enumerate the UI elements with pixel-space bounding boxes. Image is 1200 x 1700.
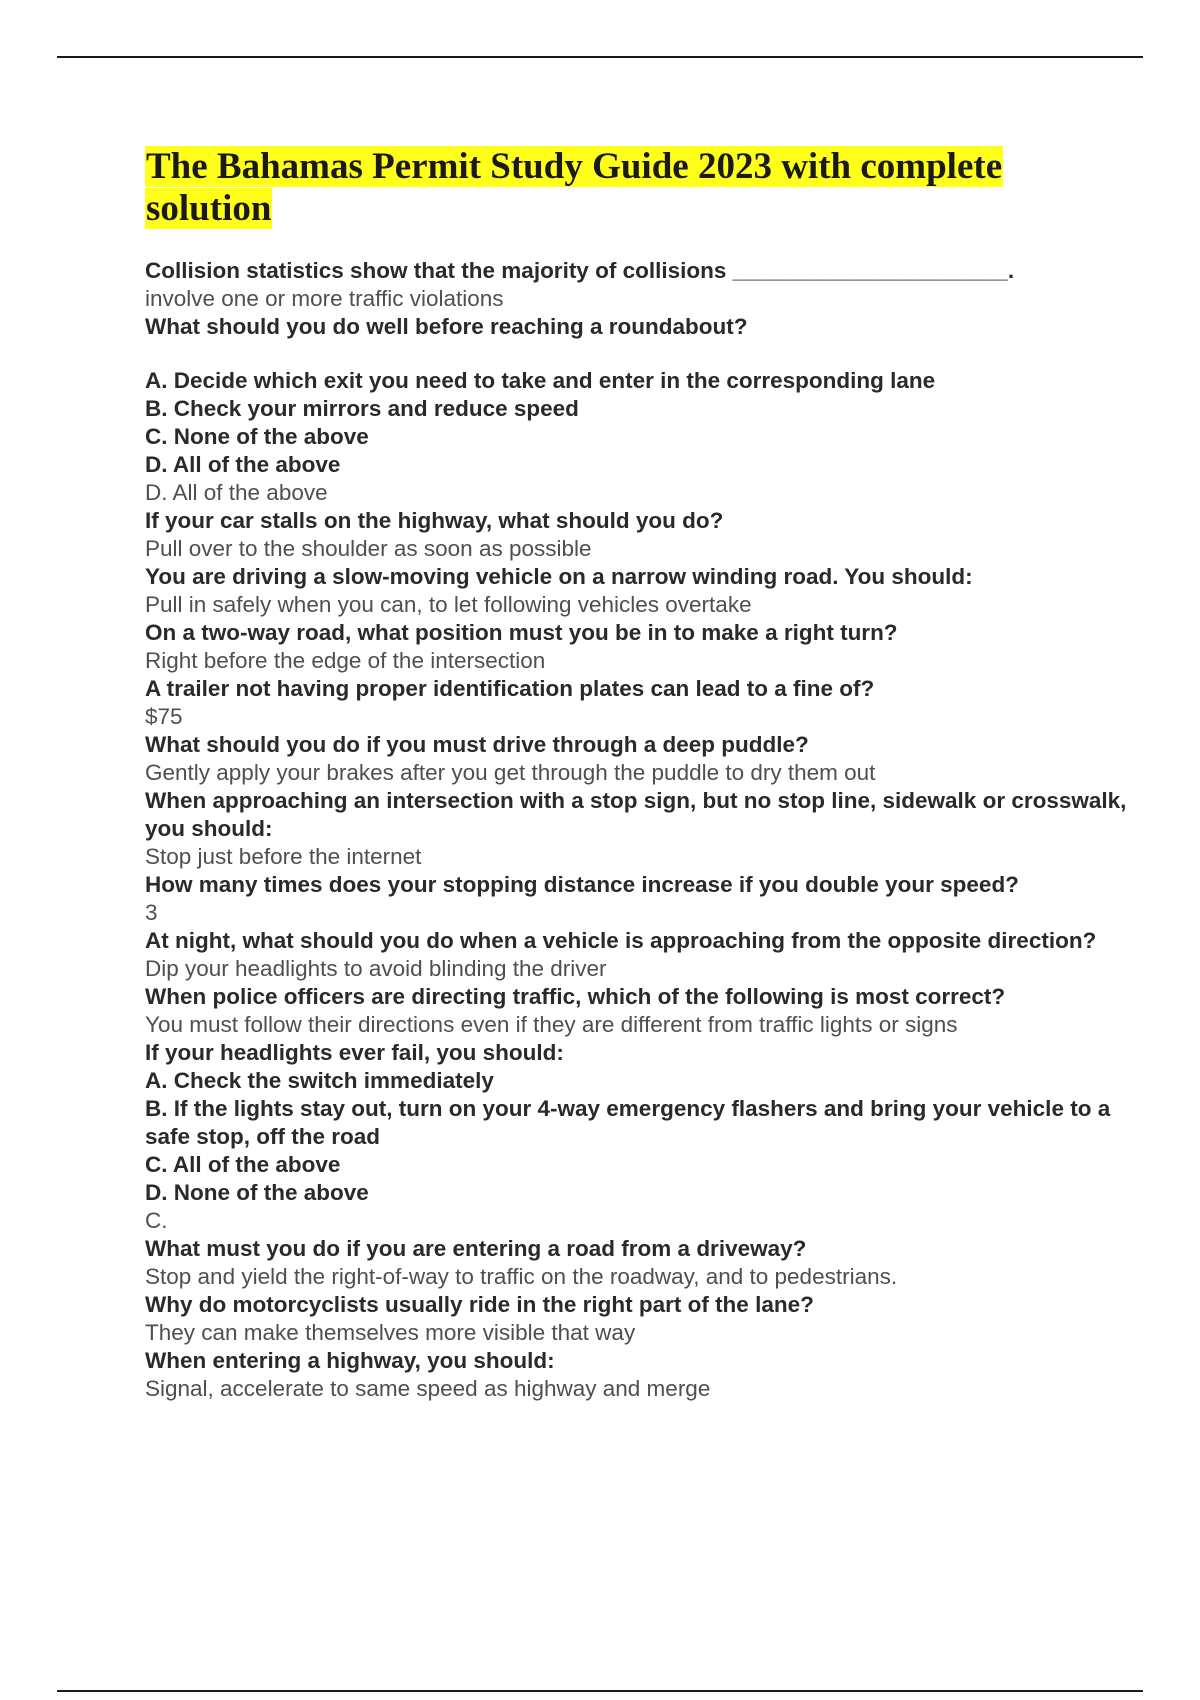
document-body <box>145 146 1145 1403</box>
question-text: How many times does your stopping distance increase if you double your speed? <box>145 872 1019 897</box>
question-text: At night, what should you do when a vehicle is approaching from the opposite direction? <box>145 928 1097 953</box>
answer-text: $75 <box>145 704 183 729</box>
question-text: On a two-way road, what position must you be in to make a right turn? <box>145 620 898 645</box>
question-text: What should you do well before reaching a roundabout? <box>145 314 748 339</box>
answer-text: They can make themselves more visible that way <box>145 1320 636 1345</box>
question-text: A. Decide which exit you need to take and enter in the corresponding lane <box>145 368 936 393</box>
question-text: Collision statistics show that the majority of collisions ______________________. <box>145 258 1015 283</box>
question-text: A. Check the switch immediately <box>145 1068 494 1093</box>
answer-text: Stop just before the internet <box>145 844 422 869</box>
footer-rule <box>57 1690 1143 1692</box>
answer-text: 3 <box>145 900 158 925</box>
document-title-text: The Bahamas Permit Study Guide 2023 with complete solution <box>146 146 1003 229</box>
question-text: What must you do if you are entering a road from a driveway? <box>145 1236 807 1261</box>
answer-text: Pull in safely when you can, to let following vehicles overtake <box>145 592 752 617</box>
question-text: If your car stalls on the highway, what should you do? <box>145 508 724 533</box>
question-text: If your headlights ever fail, you should: <box>145 1040 564 1065</box>
document-title <box>145 146 1025 230</box>
answer-text: Stop and yield the right-of-way to traffic on the roadway, and to pedestrians. <box>145 1264 898 1289</box>
answer-text: Pull over to the shoulder as soon as possible <box>145 536 592 561</box>
question-text: D. All of the above <box>145 452 341 477</box>
answer-text: involve one or more traffic violations <box>145 286 504 311</box>
answer-text: Right before the edge of the intersection <box>145 648 546 673</box>
question-text: D. None of the above <box>145 1180 369 1205</box>
answer-text: C. <box>145 1208 168 1233</box>
answer-text: Signal, accelerate to same speed as highway and merge <box>145 1376 711 1401</box>
question-text: B. Check your mirrors and reduce speed <box>145 396 579 421</box>
question-text: Why do motorcyclists usually ride in the right part of the lane? <box>145 1292 814 1317</box>
question-text: When police officers are directing traffic, which of the following is most correct? <box>145 984 1006 1009</box>
spacer <box>145 341 1145 367</box>
answer-text: Gently apply your brakes after you get through the puddle to dry them out <box>145 760 876 785</box>
header-rule <box>57 56 1143 58</box>
question-text: C. None of the above <box>145 424 369 449</box>
question-text: When approaching an intersection with a stop sign, but no stop line, sidewalk or crosswalk, you should: <box>145 788 1127 841</box>
question-text: When entering a highway, you should: <box>145 1348 555 1373</box>
question-text: You are driving a slow-moving vehicle on a narrow winding road. You should: <box>145 564 973 589</box>
question-text: C. All of the above <box>145 1152 341 1177</box>
question-text: B. If the lights stay out, turn on your 4-way emergency flashers and bring your vehicle to a safe stop, off the road <box>145 1096 1111 1149</box>
qa-list <box>145 257 1145 1403</box>
answer-text: D. All of the above <box>145 480 328 505</box>
question-text: What should you do if you must drive through a deep puddle? <box>145 732 809 757</box>
answer-text: You must follow their directions even if they are different from traffic lights or signs <box>145 1012 958 1037</box>
question-text: A trailer not having proper identification plates can lead to a fine of? <box>145 676 875 701</box>
answer-text: Dip your headlights to avoid blinding the driver <box>145 956 607 981</box>
